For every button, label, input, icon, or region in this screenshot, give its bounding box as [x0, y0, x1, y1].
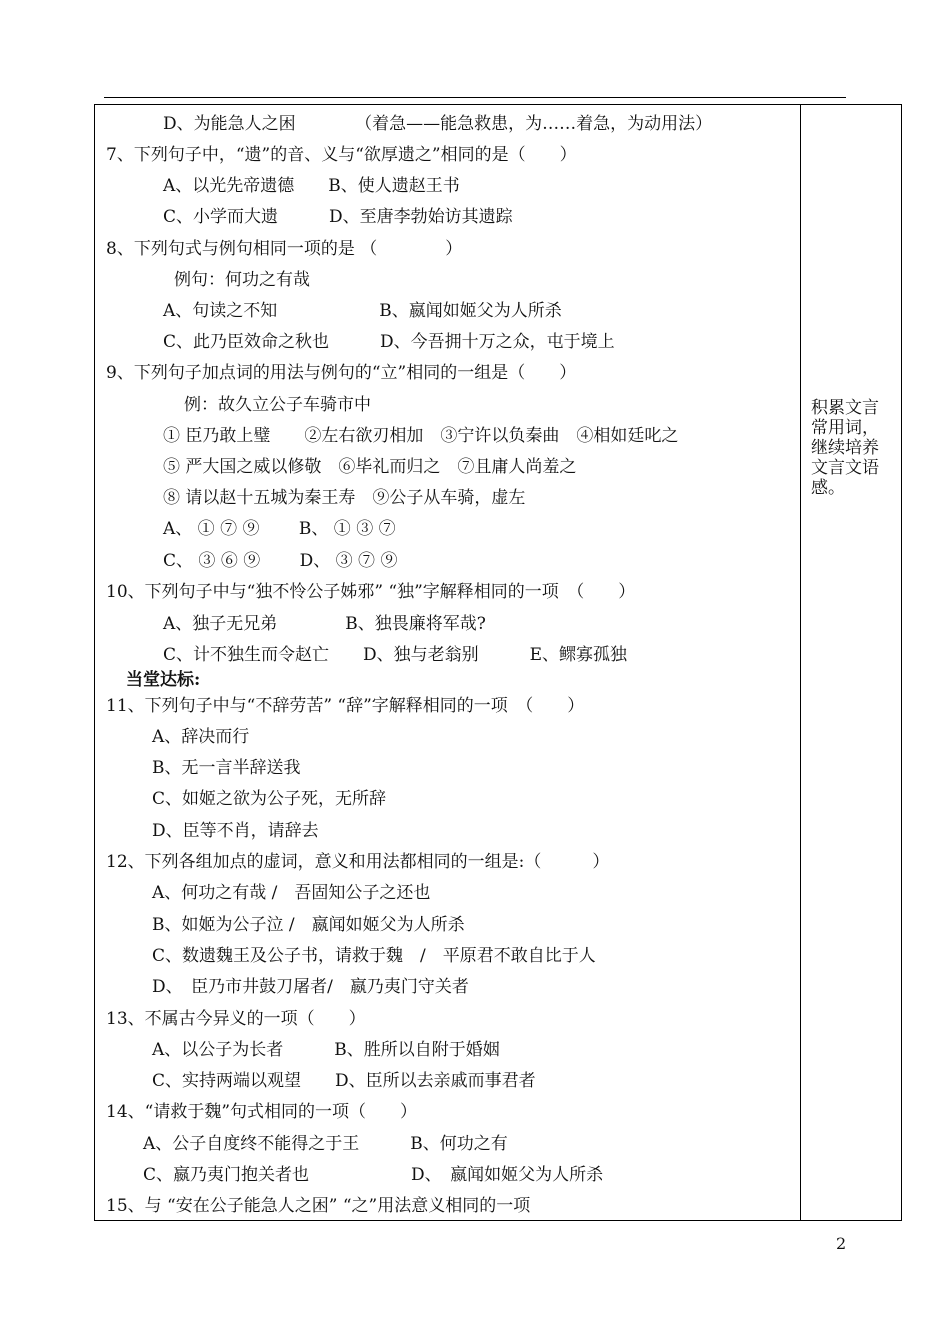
item-line: ① 臣乃敢上璧 ②左右欲刃相加 ③宁许以负秦曲 ④相如廷叱之: [163, 426, 679, 446]
column-divider: [800, 104, 801, 1221]
question-8: 8、下列句式与例句相同一项的是 （ ）: [106, 239, 463, 259]
side-note-line: 常用词，: [811, 418, 879, 438]
example-line: 例：故久立公子车骑市中: [184, 395, 371, 415]
side-note-line: 文言文语: [811, 458, 879, 478]
option-line: C、嬴乃夷门抱关者也 D、 嬴闻如姬父为人所杀: [143, 1165, 604, 1185]
question-10: 10、下列句子中与“独不怜公子姊邪” “独”字解释相同的一项 （ ）: [106, 582, 636, 602]
option-line: A、句读之不知 B、嬴闻如姬父为人所杀: [163, 301, 562, 321]
option-line: A、以公子为长者 B、胜所以自附于婚姻: [152, 1040, 500, 1060]
side-note-line: 感。: [811, 478, 845, 498]
question-11: 11、下列句子中与“不辞劳苦” “辞”字解释相同的一项 （ ）: [106, 696, 585, 716]
header-rule: [104, 97, 846, 98]
question-7: 7、下列句子中，“遗”的音、义与“欲厚遗之”相同的是（ ）: [106, 145, 577, 165]
question-14: 14、“请救于魏”句式相同的一项（ ）: [106, 1102, 418, 1122]
item-line: ⑤ 严大国之威以修敬 ⑥毕礼而归之 ⑦且庸人尚羞之: [163, 457, 577, 477]
side-note-line: 继续培养: [811, 438, 879, 458]
section-heading: 当堂达标:: [126, 670, 201, 690]
question-13: 13、不属古今异义的一项（ ）: [106, 1009, 366, 1029]
option-line: B、如姬为公子泣 / 嬴闻如姬父为人所杀: [152, 915, 465, 935]
option-line: C、小学而大遗 D、至唐李勃始访其遗踪: [163, 207, 513, 227]
text-line: D、为能急人之困 （着急——能急救患，为……着急，为动用法）: [163, 114, 713, 134]
side-note: [811, 398, 895, 498]
option-line: A、独子无兄弟 B、独畏廉将军哉?: [163, 614, 486, 634]
option-line: C、 ③ ⑥ ⑨ D、 ③ ⑦ ⑨: [163, 551, 398, 571]
side-note-line: 积累文言: [811, 398, 879, 418]
option-line: C、如姬之欲为公子死，无所辞: [152, 789, 387, 809]
option-line: A、公子自度终不能得之于王 B、何功之有: [143, 1134, 508, 1154]
option-line: D、臣等不肖，请辞去: [152, 821, 319, 841]
option-line: A、以光先帝遗德 B、使人遗赵王书: [163, 176, 460, 196]
option-line: D、 臣乃市井鼓刀屠者/ 嬴乃夷门守关者: [152, 977, 469, 997]
option-line: A、何功之有哉 / 吾固知公子之还也: [152, 883, 431, 903]
question-9: 9、下列句子加点词的用法与例句的“立”相同的一组是（ ）: [106, 363, 577, 383]
question-15: 15、与 “安在公子能急人之困” “之”用法意义相同的一项: [106, 1196, 531, 1216]
item-line: ⑧ 请以赵十五城为秦王寿 ⑨公子从车骑，虚左: [163, 488, 526, 508]
option-line: A、 ① ⑦ ⑨ B、 ① ③ ⑦: [163, 519, 396, 539]
option-line: C、计不独生而令赵亡 D、独与老翁别 E、鳏寡孤独: [163, 645, 628, 665]
question-12: 12、下列各组加点的虚词，意义和用法都相同的一组是:（ ）: [106, 852, 610, 872]
option-line: B、无一言半辞送我: [152, 758, 301, 778]
page-number: 2: [836, 1234, 847, 1253]
example-line: 例句：何功之有哉: [174, 270, 310, 290]
option-line: C、实持两端以观望 D、臣所以去亲戚而事君者: [152, 1071, 536, 1091]
option-line: A、辞决而行: [152, 727, 250, 747]
option-line: C、数遗魏王及公子书，请救于魏 / 平原君不敢自比于人: [152, 946, 596, 966]
option-line: C、此乃臣效命之秋也 D、今吾拥十万之众，屯于境上: [163, 332, 615, 352]
